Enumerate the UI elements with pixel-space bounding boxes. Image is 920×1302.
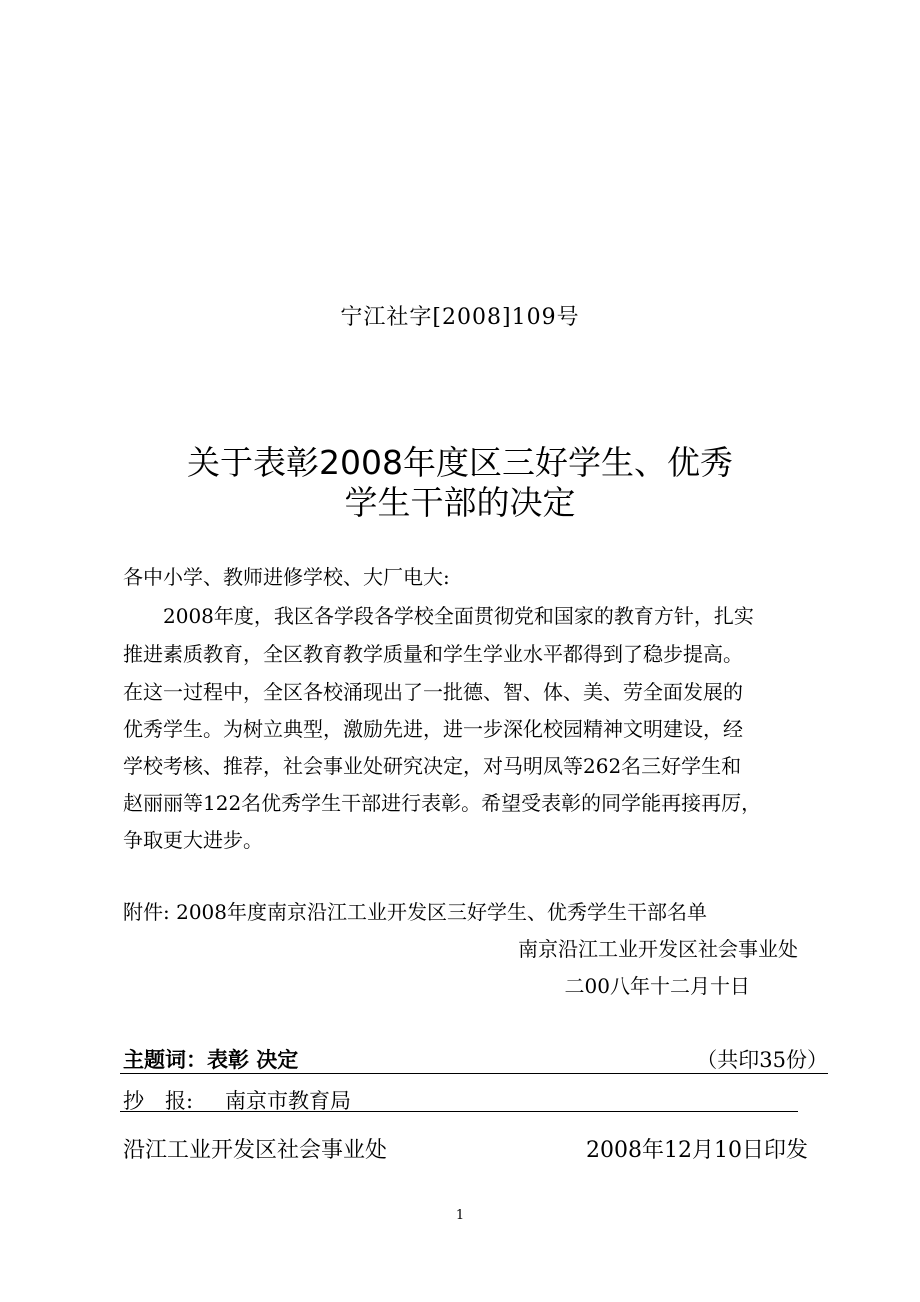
print-copies: （共印35份）: [696, 1048, 828, 1072]
salutation: 各中小学、教师进修学校、大厂电大:: [123, 565, 450, 589]
paragraph-line: 推进素质教育，全区教育教学质量和学生学业水平都得到了稳步提高。: [123, 642, 743, 666]
cc-label: 抄 报:: [123, 1089, 194, 1113]
issuer: 沿江工业开发区社会事业处: [123, 1138, 388, 1163]
issue-date: 2008年12月10日印发: [586, 1138, 808, 1163]
title-line-1: 关于表彰2008年度区三好学生、优秀: [187, 443, 733, 482]
paragraph-line: 2008年度，我区各学段各学校全面贯彻党和国家的教育方针，扎实: [123, 604, 754, 628]
signature-organization: 南京沿江工业开发区社会事业处: [518, 937, 798, 961]
document-number: 宁江社字[2008]109号: [340, 305, 580, 330]
cc-recipient: 南京市教育局: [225, 1089, 351, 1113]
paragraph-line: 优秀学生。为树立典型，激励先进，进一步深化校园精神文明建设，经: [123, 717, 743, 741]
rule-line: [120, 1111, 798, 1112]
subject-keywords: 主题词：表彰 决定: [123, 1047, 299, 1072]
paragraph-line: 在这一过程中，全区各校涌现出了一批德、智、体、美、劳全面发展的: [123, 680, 743, 704]
paragraph-line: 赵丽丽等122名优秀学生干部进行表彰。希望受表彰的同学能再接再厉，: [123, 791, 762, 815]
page-number: 1: [455, 1208, 465, 1223]
paragraph-line: 学校考核、推荐，社会事业处研究决定，对马明凤等262名三好学生和: [123, 754, 742, 778]
attachment-note: 附件: 2008年度南京沿江工业开发区三好学生、优秀学生干部名单: [123, 900, 707, 924]
title-line-2: 学生干部的决定: [344, 483, 576, 522]
paragraph-line: 争取更大进步。: [123, 828, 263, 852]
rule-line: [120, 1073, 828, 1074]
signature-date: 二00八年十二月十日: [564, 974, 750, 998]
